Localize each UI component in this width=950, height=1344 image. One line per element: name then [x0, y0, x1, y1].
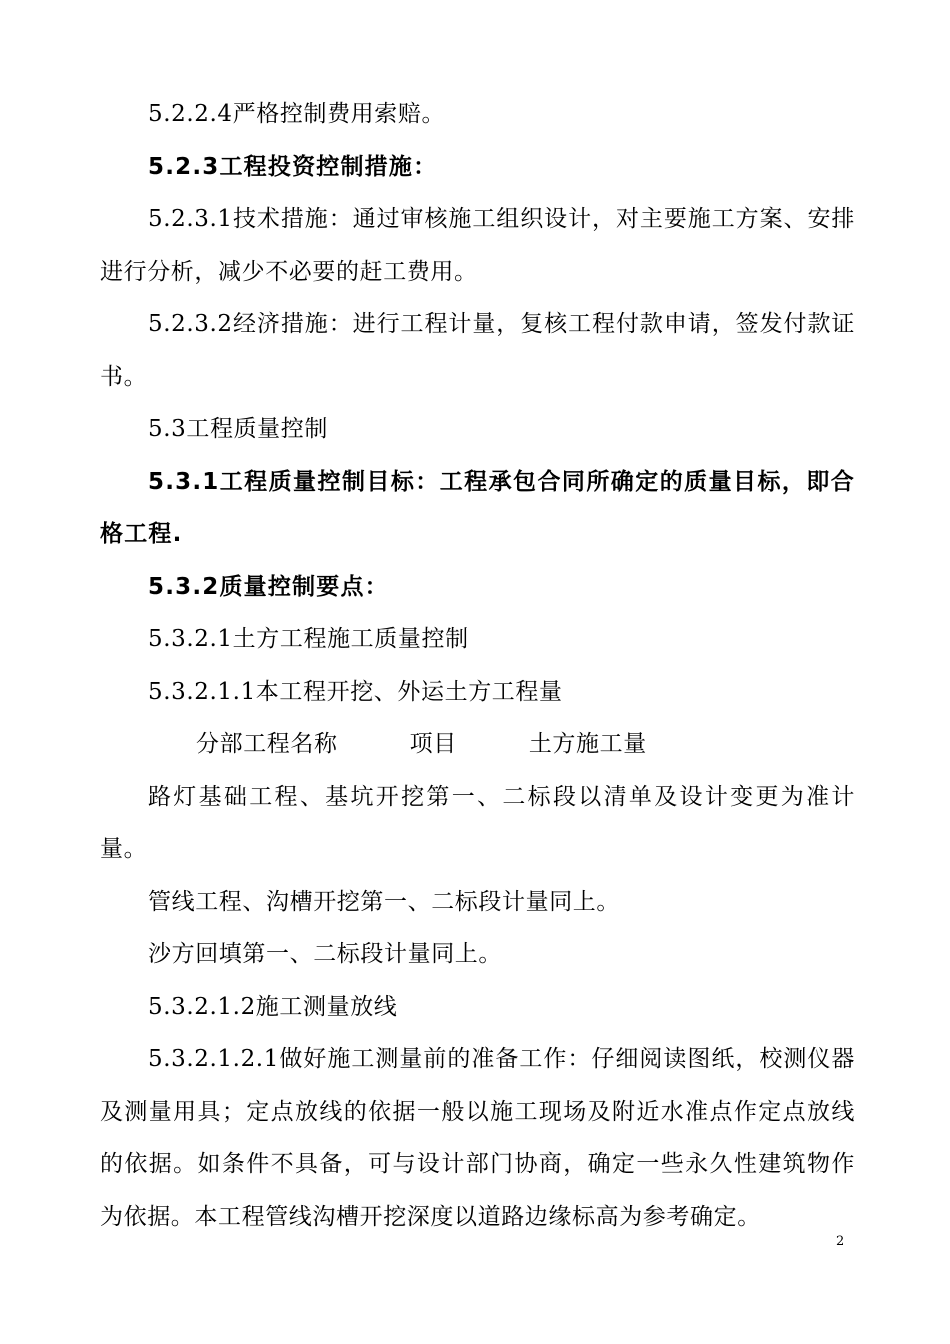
quantity-row-pipeline: 管线工程、沟槽开挖第一、二标段计量同上。 [148, 888, 620, 915]
paragraph-5-2-3-2: 5.2.3.2经济措施：进行工程计量，复核工程付款申请，签发付款证书。 [100, 311, 855, 390]
quantity-table-header [100, 718, 855, 771]
heading-5-3-2-1: 5.3.2.1土方工程施工质量控制 [148, 626, 469, 652]
paragraph-5-2-3-1: 5.2.3.1技术措施：通过审核施工组织设计，对主要施工方案、安排进行分析，减少不必要的赶工费用。 [100, 206, 855, 285]
heading-5-2-3: 5.2.3工程投资控制措施： [148, 153, 438, 180]
table-header-cell: 土方施工量 [528, 731, 647, 757]
heading-5-3: 5.3工程质量控制 [148, 416, 328, 442]
table-header-cell: 项目 [409, 731, 457, 757]
page-content [100, 88, 855, 1243]
heading-5-3-2-1-1: 5.3.2.1.1本工程开挖、外运土方工程量 [148, 678, 563, 705]
heading-5-3-2-1-2: 5.3.2.1.2施工测量放线 [148, 993, 398, 1020]
quantity-row-streetlight: 路灯基础工程、基坑开挖第一、二标段以清单及设计变更为准计量。 [100, 783, 855, 862]
quantity-row-backfill: 沙方回填第一、二标段计量同上。 [148, 941, 502, 967]
paragraph-5-3-2-1-2-1: 5.3.2.1.2.1做好施工测量前的准备工作：仔细阅读图纸，校测仪器及测量用具；定点放线的依据一般以施工现场及附近水准点作定点放线的依据。如条件不具备，可与设计部门协商，确定一些永久性建筑物作为依据。本工程管线沟槽开挖深度以道路边缘标高为参考确定。 [100, 1046, 855, 1230]
heading-5-3-2: 5.3.2质量控制要点： [148, 573, 389, 600]
page-number: 2 [836, 1234, 845, 1249]
paragraph-5-2-2-4: 5.2.2.4严格控制费用索赔。 [148, 101, 446, 127]
heading-5-3-1: 5.3.1工程质量控制目标：工程承包合同所确定的质量目标，即合格工程. [100, 468, 855, 547]
table-header-cell: 分部工程名称 [196, 731, 338, 757]
